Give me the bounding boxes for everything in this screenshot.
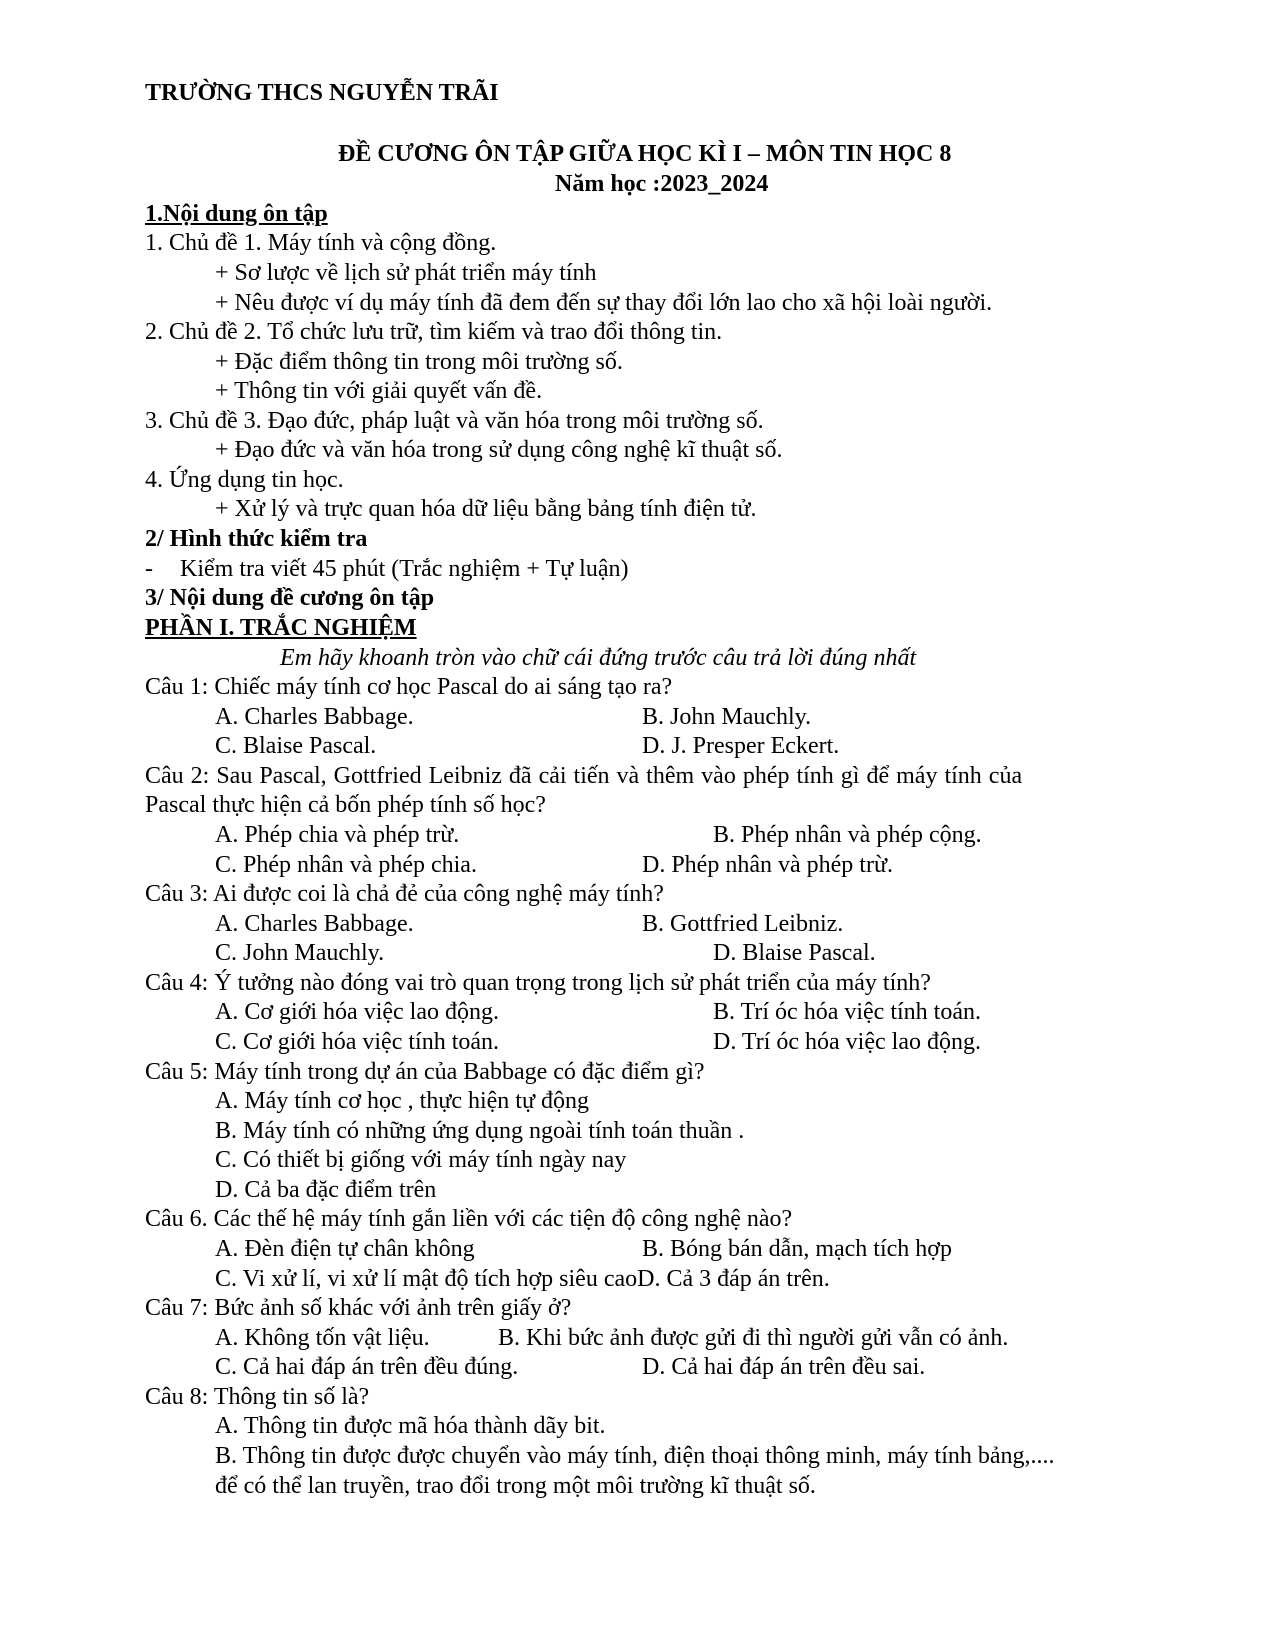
q3-option-b: B. Gottfried Leibniz. — [642, 911, 844, 937]
topic-2-item-2: + Thông tin với giải quyết vấn đề. — [215, 378, 543, 404]
section2-heading: 2/ Hình thức kiểm tra — [145, 526, 368, 552]
q4-option-b: B. Trí óc hóa việc tính toán. — [713, 999, 981, 1025]
question-2-line-2: Pascal thực hiện cả bốn phép tính số học? — [145, 792, 546, 818]
topic-4-item-1: + Xử lý và trực quan hóa dữ liệu bằng bảng tính điện tử. — [215, 496, 757, 522]
q2-option-a: A. Phép chia và phép trừ. — [215, 822, 460, 848]
q1-option-d: D. J. Presper Eckert. — [642, 733, 840, 759]
topic-2-title: 2. Chủ đề 2. Tổ chức lưu trữ, tìm kiếm và trao đổi thông tin. — [145, 319, 723, 345]
q8-option-b-line-1: B. Thông tin được được chuyển vào máy tính, điện thoại thông minh, máy tính bảng,.... — [215, 1443, 1055, 1469]
q6-option-a: A. Đèn điện tự chân không — [215, 1236, 475, 1262]
q6-option-b: B. Bóng bán dẫn, mạch tích hợp — [642, 1236, 952, 1262]
question-5: Câu 5: Máy tính trong dự án của Babbage có đặc điểm gì? — [145, 1059, 705, 1085]
topic-2-item-1: + Đặc điểm thông tin trong môi trường số. — [215, 349, 623, 375]
topic-4-title: 4. Ứng dụng tin học. — [145, 467, 344, 493]
section1-heading: 1.Nội dung ôn tập — [145, 201, 328, 227]
topic-1-item-2: + Nêu được ví dụ máy tính đã đem đến sự thay đổi lớn lao cho xã hội loài người. — [215, 290, 993, 316]
q5-option-a: A. Máy tính cơ học , thực hiện tự động — [215, 1088, 589, 1114]
q8-option-a: A. Thông tin được mã hóa thành dãy bit. — [215, 1413, 606, 1439]
q1-option-a: A. Charles Babbage. — [215, 704, 414, 730]
q5-option-d: D. Cả ba đặc điểm trên — [215, 1177, 437, 1203]
q4-option-a: A. Cơ giới hóa việc lao động. — [215, 999, 500, 1025]
q3-option-c: C. John Mauchly. — [215, 940, 385, 966]
section2-item: Kiểm tra viết 45 phút (Trắc nghiệm + Tự luận) — [180, 556, 629, 582]
question-4: Câu 4: Ý tưởng nào đóng vai trò quan trọng trong lịch sử phát triển của máy tính? — [145, 970, 931, 996]
question-8: Câu 8: Thông tin số là? — [145, 1384, 370, 1410]
topic-1-title: 1. Chủ đề 1. Máy tính và cộng đồng. — [145, 230, 497, 256]
q5-option-b: B. Máy tính có những ứng dụng ngoài tính toán thuần . — [215, 1118, 745, 1144]
q1-option-c: C. Blaise Pascal. — [215, 733, 377, 759]
section3-heading: 3/ Nội dung đề cương ôn tập — [145, 585, 435, 611]
q7-option-a: A. Không tốn vật liệu. — [215, 1325, 430, 1351]
q4-option-c: C. Cơ giới hóa việc tính toán. — [215, 1029, 500, 1055]
q7-option-d: D. Cả hai đáp án trên đều sai. — [642, 1354, 926, 1380]
instruction: Em hãy khoanh tròn vào chữ cái đứng trước câu trả lời đúng nhất — [280, 645, 917, 671]
question-6: Câu 6. Các thế hệ máy tính gắn liền với các tiện độ công nghệ nào? — [145, 1206, 793, 1232]
q7-option-b: B. Khi bức ảnh được gửi đi thì người gửi vẫn có ảnh. — [498, 1325, 1009, 1351]
q3-option-d: D. Blaise Pascal. — [713, 940, 876, 966]
topic-3-item-1: + Đạo đức và văn hóa trong sử dụng công nghệ kĩ thuật số. — [215, 437, 783, 463]
topic-1-item-1: + Sơ lược về lịch sử phát triển máy tính — [215, 260, 597, 286]
q7-option-c: C. Cả hai đáp án trên đều đúng. — [215, 1354, 519, 1380]
question-3: Câu 3: Ai được coi là chả đẻ của công nghệ máy tính? — [145, 881, 664, 907]
part-title: PHẦN I. TRẮC NGHIỆM — [145, 615, 417, 641]
q6-option-cd: C. Vi xử lí, vi xử lí mật độ tích hợp siêu caoD. Cả 3 đáp án trên. — [215, 1266, 830, 1292]
question-2-line-1: Câu 2: Sau Pascal, Gottfried Leibniz đã cải tiến và thêm vào phép tính gì để máy tính của — [145, 763, 1023, 789]
school-year: Năm học :2023_2024 — [555, 171, 769, 197]
q2-option-d: D. Phép nhân và phép trừ. — [642, 852, 893, 878]
section2-dash: - — [145, 556, 153, 582]
q2-option-b: B. Phép nhân và phép cộng. — [713, 822, 982, 848]
document-title: ĐỀ CƯƠNG ÔN TẬP GIỮA HỌC KÌ I – MÔN TIN HỌC 8 — [338, 141, 952, 167]
q4-option-d: D. Trí óc hóa việc lao động. — [713, 1029, 981, 1055]
q2-option-c: C. Phép nhân và phép chia. — [215, 852, 477, 878]
q5-option-c: C. Có thiết bị giống với máy tính ngày nay — [215, 1147, 627, 1173]
q8-option-b-line-2: để có thể lan truyền, trao đổi trong một môi trường kĩ thuật số. — [215, 1473, 816, 1499]
q1-option-b: B. John Mauchly. — [642, 704, 812, 730]
question-1: Câu 1: Chiếc máy tính cơ học Pascal do ai sáng tạo ra? — [145, 674, 673, 700]
school-name: TRƯỜNG THCS NGUYỄN TRÃI — [145, 80, 499, 106]
topic-3-title: 3. Chủ đề 3. Đạo đức, pháp luật và văn hóa trong môi trường số. — [145, 408, 764, 434]
question-7: Câu 7: Bức ảnh số khác với ảnh trên giấy ở? — [145, 1295, 572, 1321]
q3-option-a: A. Charles Babbage. — [215, 911, 414, 937]
